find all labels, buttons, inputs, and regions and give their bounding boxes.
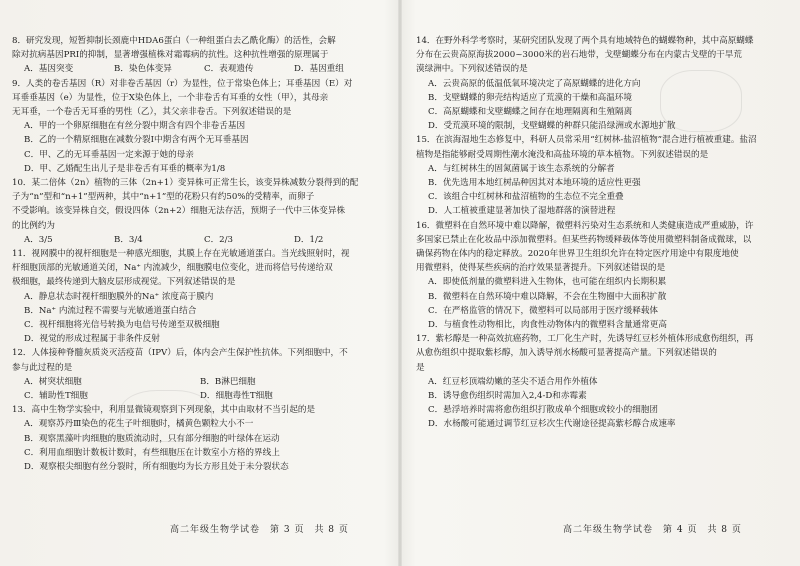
option-a: A．云贵高原的低温低氧环境决定了高原蝴蝶的进化方向 [428,78,641,89]
option-d: D．受荒漠环境的限制，戈壁蝴蝶的种群只能沿绿洲或水源地扩散 [428,121,676,132]
page-fold [398,0,402,566]
exam-page-3 [12,34,384,524]
question-16 [416,219,788,333]
option-b: B．Na⁺ 内流过程不需要与光敏通道蛋白结合 [24,305,197,316]
question-8 [12,34,384,77]
option-d: D．细胞毒性T细胞 [200,391,273,402]
question-stem: 15．在滨海湿地生态修复中，科研人员常采用“红树林-盐沼植物”混合进行植被重建。盐沼 [416,135,757,146]
question-11 [12,247,384,346]
question-stem: 确保药物在体内的稳定释放。2020年世界卫生组织允许在特定医疗用途中有限度地使 [416,249,739,260]
question-stem: 分布在云贵高原海拔2000~3000米的岩石地带，戈壁蝴蝶分布在内蒙古戈壁的干旱荒 [416,50,742,61]
question-stem: 子为“n”型和“n+1”型两种，其中“n+1”型的花粉只有约50%的受精率，而卵子 [12,192,315,203]
question-stem: 多国家已禁止在化妆品中添加微塑料。但某些药物缓释载体等使用微塑料制备成微球，以 [416,234,752,245]
question-stem: 13．高中生物学实验中，利用显微镜观察到下列现象，其中由取材不当引起的是 [12,405,316,416]
option-row [12,233,384,247]
option-c: C．表观遗传 [204,64,254,75]
option-d: D．视觉的形成过程属于非条件反射 [24,334,160,345]
option-b: B．B淋巴细胞 [200,376,256,387]
question-stem: 用微塑料，使得某些疾病的治疗效果显著提升。下列叙述错误的是 [416,263,666,274]
question-stem: 无耳垂，一个卷舌无耳垂的男性（乙），其父亲非卷舌。下列叙述错误的是 [12,107,292,118]
question-15 [416,133,788,218]
option-c: C．视杆细胞将光信号转换为电信号传递至双极细胞 [24,320,220,331]
exam-page-4 [416,34,788,524]
question-stem: 的比例约为 [12,220,55,231]
option-b: B．3/4 [114,234,143,245]
option-b: B．观察黑藻叶肉细胞的胞质流动时，只有部分细胞的叶绿体在运动 [24,433,280,444]
option-b: B．戈壁蝴蝶的卵壳结构适应了荒漠的干燥和高温环境 [428,92,632,103]
option-d: D．甲、乙婚配生出儿子是非卷舌有耳垂的概率为1/8 [24,163,226,174]
option-d: D．与植食性动物相比，肉食性动物体内的微塑料含量通常更高 [428,320,667,331]
option-row [12,62,384,76]
question-stem: 17．紫杉醇是一种高效抗癌药物，工厂化生产时，先诱导红豆杉外植体形成愈伤组织，再 [416,334,754,345]
option-a: A．树突状细胞 [24,376,82,387]
question-stem: 从愈伤组织中提取紫杉醇，加入诱导剂水杨酸可显著提高产量。下列叙述错误的 [416,348,717,359]
question-13 [12,403,384,474]
option-a: A．观察苏丹Ⅲ染色的花生子叶细胞时，橘黄色颗粒大小不一 [24,419,254,430]
question-stem: 参与此过程的是 [12,362,73,373]
question-stem: 12．人体接种脊髓灰质炎灭活疫苗（IPV）后，体内会产生保护性抗体。下列细胞中，不 [12,348,348,359]
option-b: B．诱导愈伤组织时需加入2,4-D和赤霉素 [428,391,587,402]
question-stem: 极细胞，最终传递到大脑皮层形成视觉。下列叙述错误的是 [12,277,236,288]
page-footer-4: 高二年级生物学试卷 第 4 页 共 8 页 [563,525,742,535]
option-d: D．观察根尖细胞有丝分裂时，所有细胞均为长方形且处于未分裂状态 [24,462,289,473]
question-10 [12,176,384,247]
question-stem: 14．在野外科学考察时，某研究团队发现了两个具有地域特色的蝴蝶物种，其中高原蝴蝶 [416,36,754,46]
question-stem: 耳垂垂基因（e）为显性，位于X染色体上，一个非卷舌有耳垂的女性（甲），其母亲 [12,92,329,103]
option-a: A．红豆杉顶端幼嫩的茎尖不适合用作外植体 [428,376,598,387]
question-stem: 是 [416,362,425,373]
option-c: C．该组合中红树林和盐沼植物的生态位不完全重叠 [428,192,624,203]
question-12 [12,346,384,403]
question-stem: 漠绿洲中。下列叙述错误的是 [416,64,528,75]
question-stem: 11．视网膜中的视杆细胞是一种感光细胞，其膜上存在光敏通道蛋白。当光线照射时，视 [12,249,350,260]
question-stem: 8．研究发现，短暂抑制长颈鹿中HDA6蛋白（一种组蛋白去乙酰化酶）的活性，会解 [12,36,336,46]
question-stem: 9．人类的卷舌基因（R）对非卷舌基因（r）为显性，位于常染色体上；耳垂基因（E）对 [12,78,353,89]
option-b: B．染色体变异 [114,64,172,75]
question-17 [416,332,788,431]
option-d: D．水杨酸可能通过调节红豆杉次生代谢途径提高紫杉醇合成速率 [428,419,676,430]
option-c: C．辅助性T细胞 [24,391,88,402]
option-a: A．静息状态时视杆细胞膜外的Na⁺ 浓度高于膜内 [24,291,214,302]
question-stem: 杆细胞顶部的光敏通道关闭，Na⁺ 内流减少，细胞膜电位变化，进而将信号传递给双 [12,263,333,274]
question-9 [12,77,384,176]
question-stem: 除对抗病基因PRI的抑制，显著增强植株对霜霉病的抗性。这种抗性增强的原理属于 [12,50,329,61]
option-b: B．乙的一个精原细胞在减数分裂Ⅰ中期含有两个无耳垂基因 [24,135,249,146]
option-d: D．人工植被重建显著加快了湿地群落的演替进程 [428,206,616,217]
question-stem: 16．微塑料在自然环境中难以降解，微塑料污染对生态系统和人类健康造成严重威胁，许 [416,220,754,231]
option-c: C．2/3 [204,234,233,245]
question-stem: 不受影响。该变异株自交，假设四体（2n+2）细胞无法存活，预期子一代中三体变异株 [12,206,346,217]
option-c: C．利用血细胞计数板计数时，有些细胞压在计数室小方格的界线上 [24,447,280,458]
option-a: A．甲的一个卵原细胞在有丝分裂中期含有四个非卷舌基因 [24,121,246,132]
option-b: B．优先选用本地红树品种因其对本地环境的适应性更强 [428,178,641,189]
option-c: C．甲、乙的无耳垂基因一定来源于她的母亲 [24,149,194,160]
question-stem: 植物是指能够耐受周期性潮水淹没和高盐环境的草本植物。下列叙述错误的是 [416,149,709,160]
option-a: A．3/5 [24,234,53,245]
option-row [12,389,384,403]
option-b: B．微塑料在自然环境中难以降解，不会在生物圈中大面积扩散 [428,291,667,302]
option-c: C．悬浮培养时需将愈伤组织打散成单个细胞或较小的细胞团 [428,405,659,416]
option-c: C．在严格监管的情况下，微塑料可以局部用于医疗缓释载体 [428,305,659,316]
option-row [12,375,384,389]
option-d: D．基因重组 [294,64,344,75]
page-footer-3: 高二年级生物学试卷 第 3 页 共 8 页 [170,525,349,535]
option-a: A．与红树林生的固氮菌属于该生态系统的分解者 [428,163,615,174]
option-a: A．即使低剂量的微塑料进入生物体，也可能在组织内长期积累 [428,277,667,288]
option-a: A．基因突变 [24,64,74,75]
option-c: C．高原蝴蝶和戈壁蝴蝶之间存在地理隔离和生殖隔离 [428,107,633,118]
question-14 [416,34,788,133]
question-stem: 10．某二倍体（2n）植物的三体（2n+1）变异株可正常生长，该变异株减数分裂得到的配 [12,178,359,189]
option-d: D．1/2 [294,234,324,245]
